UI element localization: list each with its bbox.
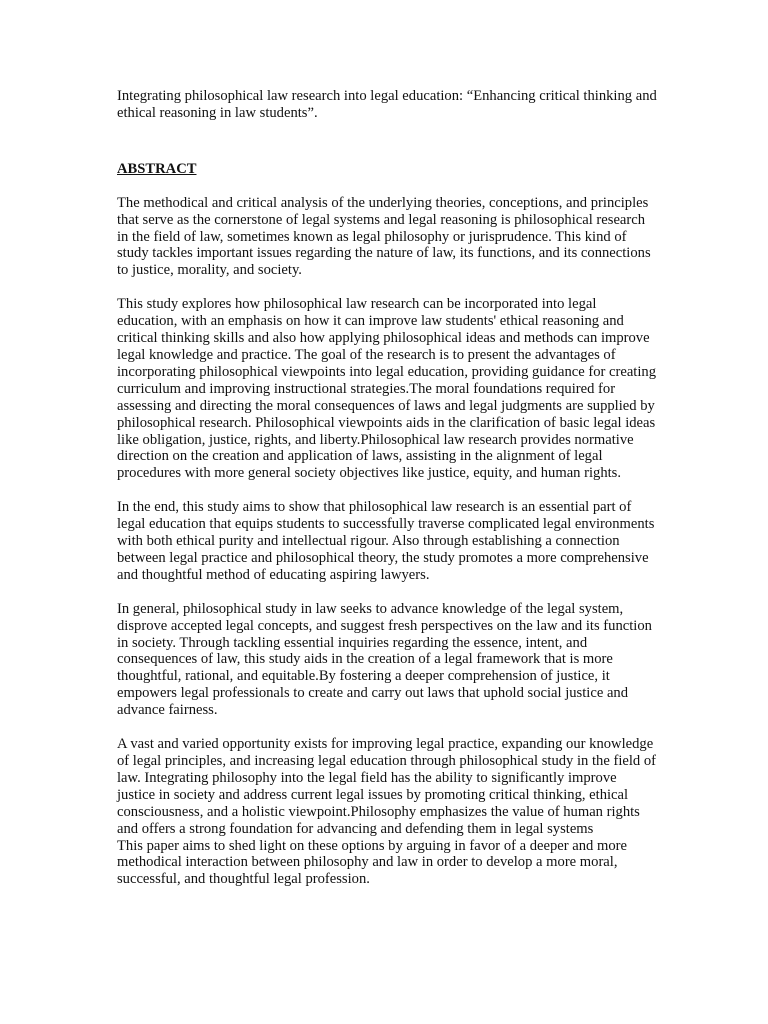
abstract-paragraph-5: A vast and varied opportunity exists for improving legal practice, expanding our knowledge of legal principles, and increasing legal education through philosophical study in the field of law. Integrating philosophy into the legal field has the ability to significantly improve justice in society and address current legal issues by promoting critical thinking, ethical consciousness, and a holistic viewpoint.Philosophy emphasizes the value of human rights and offers a strong foundation for advancing and defending them in legal systems [117,736,657,837]
abstract-paragraph-2: This study explores how philosophical law research can be incorporated into legal education, with an emphasis on how it can improve law students' ethical reasoning and critical thinking skills and also how applying philosophical ideas and methods can improve legal knowledge and practice. The goal of the research is to present the advantages of incorporating philosophical viewpoints into legal education, providing guidance for creating curriculum and improving instructional strategies.The moral foundations required for assessing and directing the moral consequences of laws and legal judgments are supplied by philosophical research. Philosophical viewpoints aids in the clarification of basic legal ideas like obligation, justice, rights, and liberty.Philosophical law research provides normative direction on the creation and application of laws, assisting in the alignment of legal procedures with more general society objectives like justice, equity, and human rights. [117,296,657,482]
abstract-paragraph-1: The methodical and critical analysis of the underlying theories, conceptions, and principles that serve as the cornerstone of legal systems and legal reasoning is philosophical research in the field of law, sometimes known as legal philosophy or jurisprudence. This kind of study tackles important issues regarding the nature of law, its functions, and its connections to justice, morality, and society. [117,194,651,279]
document-title: Integrating philosophical law research into legal education: “Enhancing critical thinking and ethical reasoning in law students”. [117,88,657,121]
abstract-paragraph-3: In the end, this study aims to show that philosophical law research is an essential part of legal education that equips students to successfully traverse complicated legal environments with both ethical purity and intellectual rigour. Also through establishing a connection between legal practice and philosophical theory, the study promotes a more comprehensive and thoughtful method of educating aspiring lawyers. [117,499,655,583]
abstract-heading: ABSTRACT [117,160,197,177]
abstract-paragraph-4: In general, philosophical study in law seeks to advance knowledge of the legal system, disprove accepted legal concepts, and suggest fresh perspectives on the law and its function in society. Through tackling essential inquiries regarding the essence, intent, and consequences of law, this study aids in the creation of a legal framework that is more thoughtful, rational, and equitable.By fostering a deeper comprehension of justice, it empowers legal professionals to create and carry out laws that uphold social justice and advance fairness. [117,600,652,719]
document-body [117,88,657,888]
abstract-paragraph-6: This paper aims to shed light on these options by arguing in favor of a deeper and more methodical interaction between philosophy and law in order to develop a more moral, successful, and thoughtful legal profession. [117,837,627,888]
